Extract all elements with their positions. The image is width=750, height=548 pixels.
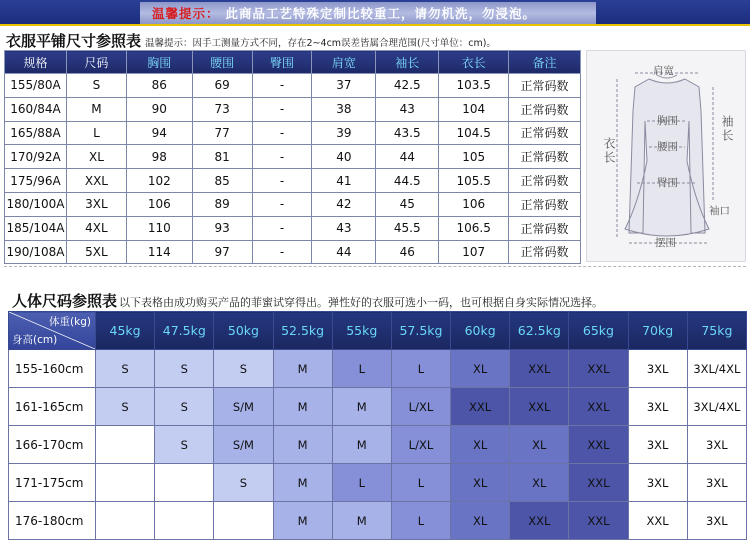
flat-table-cell: 85 [192, 169, 252, 193]
flat-table-row [5, 192, 581, 216]
banner-notice [140, 2, 596, 24]
flat-table-cell: 73 [192, 97, 252, 121]
flat-table-cell: 107 [439, 240, 509, 264]
flat-table-cell: - [252, 192, 312, 216]
flat-table-cell: 86 [126, 74, 192, 98]
flat-table-cell: 正常码数 [509, 121, 581, 145]
size-cell: L/XL [391, 388, 450, 426]
weight-header: 45kg [96, 312, 155, 350]
flat-table-row [5, 169, 581, 193]
weight-header: 60kg [451, 312, 510, 350]
flat-table-cell: 81 [192, 145, 252, 169]
flat-table-cell: 104.5 [439, 121, 509, 145]
flat-table-cell: 69 [192, 74, 252, 98]
size-cell: M [332, 426, 391, 464]
flat-table-cell: 42.5 [376, 74, 439, 98]
flat-table-cell: 89 [192, 192, 252, 216]
size-cell [155, 502, 214, 540]
flat-table-row [5, 145, 581, 169]
flat-table-cell: 110 [126, 216, 192, 240]
weight-header: 70kg [628, 312, 687, 350]
label-chest: 胸围 [657, 115, 678, 127]
body-table-row [9, 388, 747, 426]
size-cell: XXL [628, 502, 687, 540]
weight-header: 50kg [214, 312, 273, 350]
flat-table-header-row [5, 51, 581, 74]
size-cell: S [96, 350, 155, 388]
flat-table-cell: 正常码数 [509, 240, 581, 264]
flat-table-cell: 44 [376, 145, 439, 169]
size-cell: M [273, 350, 332, 388]
flat-table-cell: 43.5 [376, 121, 439, 145]
size-cell: 3XL [628, 464, 687, 502]
flat-table-cell: 170/92A [5, 145, 67, 169]
flat-table-cell: 94 [126, 121, 192, 145]
flat-table-cell: 190/108A [5, 240, 67, 264]
col-header: 肩宽 [312, 51, 376, 74]
garment-diagram [586, 50, 746, 262]
size-cell: M [332, 502, 391, 540]
col-header: 衣长 [439, 51, 509, 74]
flat-table-cell: 90 [126, 97, 192, 121]
size-cell: M [332, 388, 391, 426]
col-header: 备注 [509, 51, 581, 74]
flat-table-cell: 97 [192, 240, 252, 264]
weight-header: 62.5kg [510, 312, 569, 350]
weight-header: 65kg [569, 312, 628, 350]
size-cell [155, 464, 214, 502]
flat-table-row [5, 240, 581, 264]
flat-table-cell: 104 [439, 97, 509, 121]
size-cell: 3XL [687, 426, 746, 464]
height-range-label: 166-170cm [9, 426, 96, 464]
body-table-header [12, 290, 603, 311]
size-cell: XXL [569, 350, 628, 388]
size-cell [96, 464, 155, 502]
flat-table-cell: 103.5 [439, 74, 509, 98]
flat-table-cell: 46 [376, 240, 439, 264]
size-cell: L [391, 464, 450, 502]
label-cuff: 袖口 [709, 205, 730, 217]
banner-tag: 温馨提示： [152, 6, 220, 21]
flat-table-cell: 45 [376, 192, 439, 216]
body-table-row [9, 464, 747, 502]
size-cell [214, 502, 273, 540]
size-cell: M [273, 388, 332, 426]
size-cell: XL [510, 426, 569, 464]
size-cell: XL [451, 464, 510, 502]
body-table-row [9, 350, 747, 388]
flat-table-cell: XL [66, 145, 126, 169]
size-cell: XXL [569, 426, 628, 464]
flat-size-table [4, 50, 581, 264]
size-cell: XXL [569, 464, 628, 502]
flat-table-cell: - [252, 240, 312, 264]
flat-table-cell: S [66, 74, 126, 98]
size-cell: XL [451, 426, 510, 464]
body-table-title: 人体尺码参照表 [12, 292, 118, 310]
size-cell: M [273, 464, 332, 502]
size-cell: 3XL [628, 388, 687, 426]
flat-table-cell: 77 [192, 121, 252, 145]
size-cell: 3XL/4XL [687, 350, 746, 388]
flat-table-cell: 正常码数 [509, 169, 581, 193]
size-cell: L [332, 464, 391, 502]
flat-table-cell: - [252, 145, 312, 169]
flat-table-cell: 37 [312, 74, 376, 98]
col-header: 胸围 [126, 51, 192, 74]
flat-table-cell: 39 [312, 121, 376, 145]
flat-table-cell: 38 [312, 97, 376, 121]
size-cell: L [391, 502, 450, 540]
flat-table-row [5, 97, 581, 121]
size-cell: 3XL [687, 502, 746, 540]
flat-table-cell: 105 [439, 145, 509, 169]
flat-table-cell: 102 [126, 169, 192, 193]
size-cell: XXL [510, 388, 569, 426]
flat-table-cell: 5XL [66, 240, 126, 264]
flat-table-cell: 160/84A [5, 97, 67, 121]
weight-header: 75kg [687, 312, 746, 350]
flat-table-cell: 正常码数 [509, 145, 581, 169]
label-hem: 摆围 [655, 237, 676, 249]
label-hip: 臀围 [657, 177, 678, 189]
flat-table-row [5, 216, 581, 240]
size-cell: 3XL [628, 426, 687, 464]
flat-table-cell: 44.5 [376, 169, 439, 193]
top-banner [0, 0, 750, 26]
size-cell: S [214, 464, 273, 502]
height-range-label: 161-165cm [9, 388, 96, 426]
flat-table-cell: 165/88A [5, 121, 67, 145]
weight-header-row [9, 312, 747, 350]
col-header: 尺码 [66, 51, 126, 74]
size-cell [96, 426, 155, 464]
flat-table-cell: 93 [192, 216, 252, 240]
size-cell: XXL [569, 502, 628, 540]
flat-table-cell: - [252, 74, 312, 98]
flat-table-cell: - [252, 216, 312, 240]
weight-header: 55kg [332, 312, 391, 350]
size-cell: XXL [451, 388, 510, 426]
flat-table-row [5, 121, 581, 145]
flat-table-cell: 3XL [66, 192, 126, 216]
size-cell: 3XL [687, 464, 746, 502]
height-range-label: 176-180cm [9, 502, 96, 540]
height-axis-label: 身高(cm) [12, 334, 58, 346]
size-cell: L [391, 350, 450, 388]
flat-table-row [5, 74, 581, 98]
flat-table-cell: - [252, 169, 312, 193]
col-header: 腰围 [192, 51, 252, 74]
flat-table-cell: - [252, 97, 312, 121]
flat-table-cell: 正常码数 [509, 74, 581, 98]
flat-table-title: 衣服平铺尺寸参照表 [6, 32, 142, 50]
flat-table-cell: 41 [312, 169, 376, 193]
flat-table-cell: 正常码数 [509, 216, 581, 240]
flat-table-cell: 正常码数 [509, 192, 581, 216]
body-size-table [8, 311, 747, 540]
size-cell: L/XL [391, 426, 450, 464]
flat-table-cell: 114 [126, 240, 192, 264]
corner-header [9, 312, 96, 350]
body-table-row [9, 502, 747, 540]
body-table-row [9, 426, 747, 464]
label-sleeve: 袖长 [720, 115, 734, 143]
flat-table-cell: 98 [126, 145, 192, 169]
label-length: 衣长 [602, 137, 616, 165]
flat-table-header [6, 30, 496, 48]
flat-table-cell: 40 [312, 145, 376, 169]
banner-text: 此商品工艺特殊定制比较重工，请勿机洗，勿浸泡。 [225, 6, 537, 21]
size-cell: XL [451, 502, 510, 540]
size-cell: M [273, 426, 332, 464]
flat-table-cell: 45.5 [376, 216, 439, 240]
size-cell: XXL [510, 502, 569, 540]
flat-table-cell: M [66, 97, 126, 121]
flat-table-cell: 106.5 [439, 216, 509, 240]
size-cell: S [155, 426, 214, 464]
flat-table-cell: 43 [312, 216, 376, 240]
col-header: 臀围 [252, 51, 312, 74]
flat-table-cell: - [252, 121, 312, 145]
size-cell: S [214, 350, 273, 388]
size-cell [96, 502, 155, 540]
label-waist: 腰围 [657, 141, 678, 153]
flat-table-cell: 42 [312, 192, 376, 216]
section-divider [4, 266, 746, 267]
flat-table-cell: 175/96A [5, 169, 67, 193]
flat-table-cell: 180/100A [5, 192, 67, 216]
flat-table-note: 温馨提示：因手工测量方式不同，存在2~4cm误差皆属合理范围(尺寸单位：cm)。 [145, 38, 496, 49]
flat-table-cell: 4XL [66, 216, 126, 240]
weight-header: 57.5kg [391, 312, 450, 350]
height-range-label: 171-175cm [9, 464, 96, 502]
flat-table-cell: 正常码数 [509, 97, 581, 121]
flat-table-cell: 44 [312, 240, 376, 264]
size-cell: M [273, 502, 332, 540]
weight-header: 47.5kg [155, 312, 214, 350]
size-cell: S [155, 388, 214, 426]
flat-table-cell: 43 [376, 97, 439, 121]
size-cell: S/M [214, 388, 273, 426]
col-header: 规格 [5, 51, 67, 74]
flat-table-cell: 106 [439, 192, 509, 216]
flat-table-cell: 185/104A [5, 216, 67, 240]
size-cell: XL [510, 464, 569, 502]
size-cell: XXL [569, 388, 628, 426]
weight-axis-label: 体重(kg) [49, 316, 91, 328]
body-table-note: 以下表格由成功购买产品的菲蜜试穿得出。弹性好的衣服可选小一码，也可根据自身实际情况选择。 [119, 296, 604, 309]
weight-header: 52.5kg [273, 312, 332, 350]
flat-table-cell: 105.5 [439, 169, 509, 193]
size-cell: L [332, 350, 391, 388]
flat-table-cell: 155/80A [5, 74, 67, 98]
size-cell: S [155, 350, 214, 388]
flat-table-cell: XXL [66, 169, 126, 193]
flat-table-cell: L [66, 121, 126, 145]
size-cell: XXL [510, 350, 569, 388]
size-cell: 3XL/4XL [687, 388, 746, 426]
size-cell: S/M [214, 426, 273, 464]
col-header: 袖长 [376, 51, 439, 74]
flat-table-cell: 106 [126, 192, 192, 216]
label-shoulder: 肩宽 [653, 65, 674, 77]
size-cell: S [96, 388, 155, 426]
size-cell: XL [451, 350, 510, 388]
height-range-label: 155-160cm [9, 350, 96, 388]
size-cell: 3XL [628, 350, 687, 388]
